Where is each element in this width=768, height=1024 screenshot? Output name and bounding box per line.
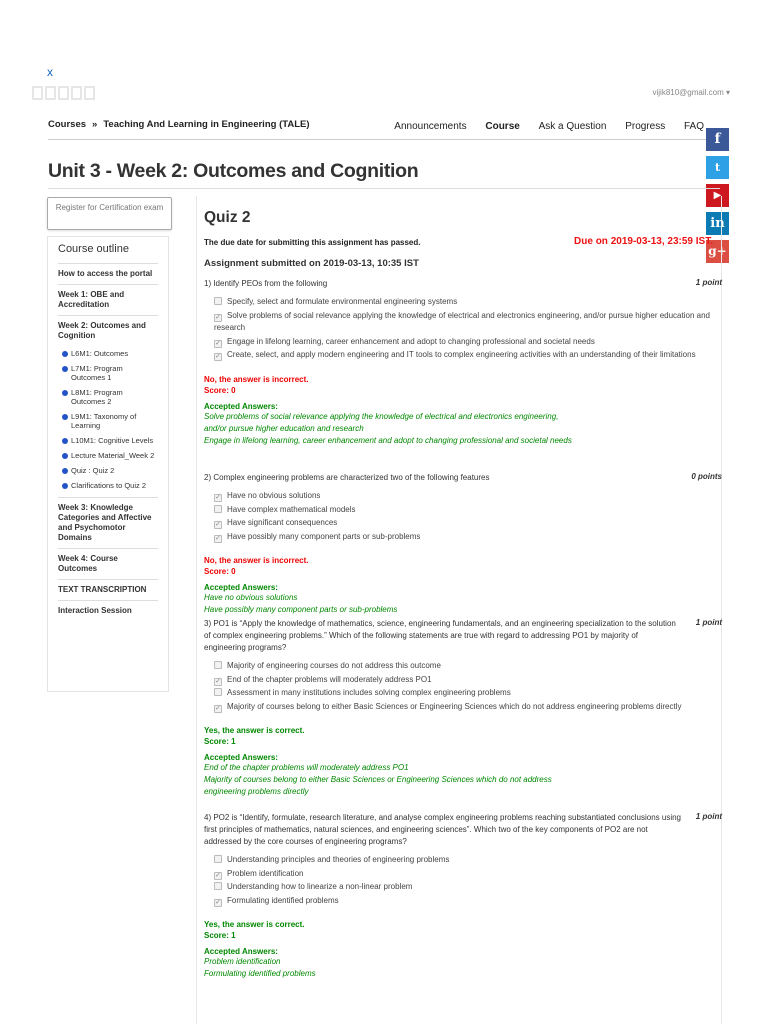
answer-option[interactable] <box>204 296 722 309</box>
answer-option[interactable] <box>204 701 722 714</box>
answer-option[interactable] <box>204 531 722 544</box>
checkbox-icon[interactable]: ✓ <box>215 704 221 712</box>
accepted-answer: Solve problems of social relevance applying the knowledge of electrical and electronics engineering, and/or pursue higher education and research <box>204 411 559 433</box>
question-points: 0 points <box>691 472 722 481</box>
page-title: Unit 3 - Week 2: Outcomes and Cognition <box>48 160 419 182</box>
option-text: Problem identification <box>227 868 304 878</box>
sidebar-week2-items <box>58 346 158 498</box>
user-account-menu[interactable]: vijik810@gmail.com ▾ <box>652 88 730 97</box>
accepted-answers-label: Accepted Answers: <box>204 947 278 956</box>
breadcrumb <box>48 119 310 130</box>
answer-option[interactable] <box>204 868 722 881</box>
question-3 <box>204 618 722 798</box>
checkbox-icon[interactable] <box>214 882 222 890</box>
checkbox-icon[interactable]: ✓ <box>215 677 221 685</box>
option-text: Understanding how to linearize a non-linear problem <box>227 882 413 891</box>
question-4 <box>204 812 722 980</box>
submission-time: Assignment submitted on 2019-03-13, 10:35 IST <box>204 258 419 269</box>
answer-option[interactable] <box>204 660 722 673</box>
site-logo[interactable] <box>32 86 102 106</box>
accepted-answer: Formulating identified problems <box>204 969 316 978</box>
question-points: 1 point <box>695 278 722 287</box>
due-date: Due on 2019-03-13, 23:59 IST. <box>574 236 713 247</box>
linkedin-icon[interactable]: in <box>706 212 729 235</box>
option-text: Formulating identified problems <box>227 895 339 905</box>
breadcrumb-course[interactable]: Teaching And Learning in Engineering (TALE) <box>103 119 310 130</box>
answer-option[interactable] <box>204 336 722 349</box>
sidebar-subitem-lecture-material[interactable]: Lecture Material_Week 2 <box>58 448 158 463</box>
option-text: Assessment in many institutions includes solving complex engineering problems <box>227 688 511 697</box>
question-text: 2) Complex engineering problems are characterized two of the following features <box>204 473 490 482</box>
accepted-answer: Majority of courses belong to either Basic Sciences or Engineering Sciences which do not address engineering problems directly <box>204 775 552 796</box>
answer-option[interactable] <box>204 881 722 894</box>
answer-option[interactable] <box>204 517 722 530</box>
option-text: Create, select, and apply modern engineering and IT tools to complex engineering activities with an understanding of their limitations <box>227 350 696 359</box>
accepted-answer: Problem identification <box>204 957 281 966</box>
nav-faq[interactable]: FAQ <box>683 121 704 132</box>
breadcrumb-separator: » <box>92 119 98 130</box>
sidebar-item-transcription[interactable]: TEXT TRANSCRIPTION <box>58 580 158 601</box>
question-text: 4) PO2 is “Identify, formulate, research literature, and analyse complex engineering problems reaching substantiated conclusions using first principles of mathematics, natural sciences, and engineering sciences”. Which two of the key components of PO2 are not addressed by the core courses of engineering programs? <box>204 813 681 846</box>
accepted-answers-label: Accepted Answers: <box>204 583 278 592</box>
question-1 <box>204 278 722 447</box>
nav-course[interactable]: Course <box>485 121 520 132</box>
answer-option[interactable] <box>204 349 722 362</box>
sidebar-subitem-l7m1[interactable]: L7M1: Program Outcomes 1 <box>58 361 158 385</box>
answer-option[interactable] <box>204 674 722 687</box>
answer-option[interactable] <box>204 895 722 908</box>
sidebar-subitem-l9m1[interactable]: L9M1: Taxonomy of Learning <box>58 409 158 433</box>
checkbox-icon[interactable] <box>214 297 222 305</box>
checkbox-icon[interactable]: ✓ <box>215 494 221 501</box>
question-points: 1 point <box>695 812 722 821</box>
course-nav <box>378 121 704 132</box>
checkbox-icon[interactable]: ✓ <box>215 521 221 528</box>
answer-verdict: Yes, the answer is correct. Score: 1 <box>204 920 305 940</box>
answer-option[interactable] <box>204 687 722 700</box>
answer-option[interactable] <box>204 854 722 867</box>
option-text: Have complex mathematical models <box>227 504 356 514</box>
checkbox-icon[interactable]: ✓ <box>215 534 221 542</box>
checkbox-icon[interactable] <box>214 688 222 696</box>
sidebar-item-interaction[interactable]: Interaction Session <box>58 606 132 615</box>
checkbox-icon[interactable]: ✓ <box>215 339 221 347</box>
accepted-answer: End of the chapter problems will moderately address PO1 <box>204 763 409 772</box>
option-text: Solve problems of social relevance applying the knowledge of electrical and electronics engineering, and/or pursue higher education and research <box>214 310 710 332</box>
sidebar-subitem-l8m1[interactable]: L8M1: Program Outcomes 2 <box>58 385 158 409</box>
youtube-icon[interactable]: ▶ <box>706 184 729 207</box>
sidebar-item-week2[interactable]: Week 2: Outcomes and Cognition <box>58 321 146 340</box>
sidebar-subitem-clarifications[interactable]: Clarifications to Quiz 2 <box>58 478 158 493</box>
option-text: Engage in lifelong learning, career enhancement and adopt to changing professional and societal needs <box>227 336 595 346</box>
checkbox-icon[interactable] <box>214 855 222 863</box>
sidebar-item-portal[interactable]: How to access the portal <box>58 264 158 285</box>
answer-verdict: No, the answer is incorrect. Score: 0 <box>204 374 309 395</box>
sidebar-subitem-quiz2[interactable]: Quiz : Quiz 2 <box>58 463 158 478</box>
checkbox-icon[interactable] <box>214 661 222 669</box>
breadcrumb-courses[interactable]: Courses <box>48 119 87 130</box>
option-text: Have no obvious solutions <box>227 491 321 500</box>
answer-option[interactable] <box>204 504 722 517</box>
due-passed-notice: The due date for submitting this assignment has passed. <box>204 238 421 247</box>
question-text: 3) PO1 is “Apply the knowledge of mathematics, science, engineering fundamentals, and an engineering specialization to the solution of complex engineering problems.” Which of the following statements are true with regard to addressing PO1 by majority of engineering programs? <box>204 619 676 652</box>
accepted-answer: Have possibly many component parts or sub-problems <box>204 605 398 614</box>
facebook-icon[interactable]: f <box>706 128 729 151</box>
checkbox-icon[interactable] <box>214 505 222 513</box>
option-text: Have significant consequences <box>227 518 338 527</box>
top-navigation-bar <box>48 113 720 140</box>
answer-option[interactable] <box>204 490 722 503</box>
question-2 <box>204 472 722 616</box>
option-text: Understanding principles and theories of engineering problems <box>227 855 450 864</box>
accepted-answers-label: Accepted Answers: <box>204 401 278 411</box>
option-text: End of the chapter problems will moderately address PO1 <box>227 674 432 684</box>
nav-ask-question[interactable]: Ask a Question <box>538 121 607 132</box>
checkbox-icon[interactable]: ✓ <box>215 353 221 360</box>
sidebar-item-week1[interactable]: Week 1: OBE and Accreditation <box>58 285 158 316</box>
course-outline-sidebar <box>47 236 169 692</box>
google-plus-icon[interactable]: g+ <box>706 240 729 263</box>
accepted-answers-label: Accepted Answers: <box>204 753 278 762</box>
quiz-content <box>196 196 722 1024</box>
option-text: Majority of engineering courses do not address this outcome <box>227 661 441 670</box>
quiz-title: Quiz 2 <box>204 209 251 226</box>
register-certification-button[interactable]: Register for Certification exam <box>47 197 172 230</box>
sidebar-subitem-l6m1[interactable]: L6M1: Outcomes <box>58 346 158 361</box>
option-text: Have possibly many component parts or sub-problems <box>227 531 421 541</box>
question-points: 1 point <box>695 618 722 627</box>
checkbox-icon[interactable]: ✓ <box>215 871 221 879</box>
nav-progress[interactable]: Progress <box>625 121 666 132</box>
option-text: Majority of courses belong to either Basic Sciences or Engineering Sciences which do not address engineering problems directly <box>227 701 682 711</box>
accepted-answer: Engage in lifelong learning, career enhancement and adopt to changing professional and societal needs <box>204 435 572 445</box>
checkbox-icon[interactable]: ✓ <box>215 313 221 321</box>
checkbox-icon[interactable]: ✓ <box>215 898 221 906</box>
answer-option[interactable] <box>204 310 722 335</box>
question-text: 1) Identify PEOs from the following <box>204 279 328 288</box>
divider <box>48 188 720 189</box>
sidebar-item-week3[interactable]: Week 3: Knowledge Categories and Affective and Psychomotor Domains <box>58 498 158 549</box>
sidebar-title: Course outline <box>58 237 158 264</box>
close-link[interactable]: x <box>47 65 53 79</box>
accepted-answer: Have no obvious solutions <box>204 593 298 602</box>
nav-announcements[interactable]: Announcements <box>394 121 467 132</box>
sidebar-item-week4[interactable]: Week 4: Course Outcomes <box>58 549 158 580</box>
answer-verdict: Yes, the answer is correct. Score: 1 <box>204 726 305 746</box>
option-text: Specify, select and formulate environmental engineering systems <box>227 297 458 306</box>
sidebar-subitem-l10m1[interactable]: L10M1: Cognitive Levels <box>58 433 158 448</box>
twitter-icon[interactable]: t <box>706 156 729 179</box>
answer-verdict: No, the answer is incorrect. Score: 0 <box>204 556 309 576</box>
